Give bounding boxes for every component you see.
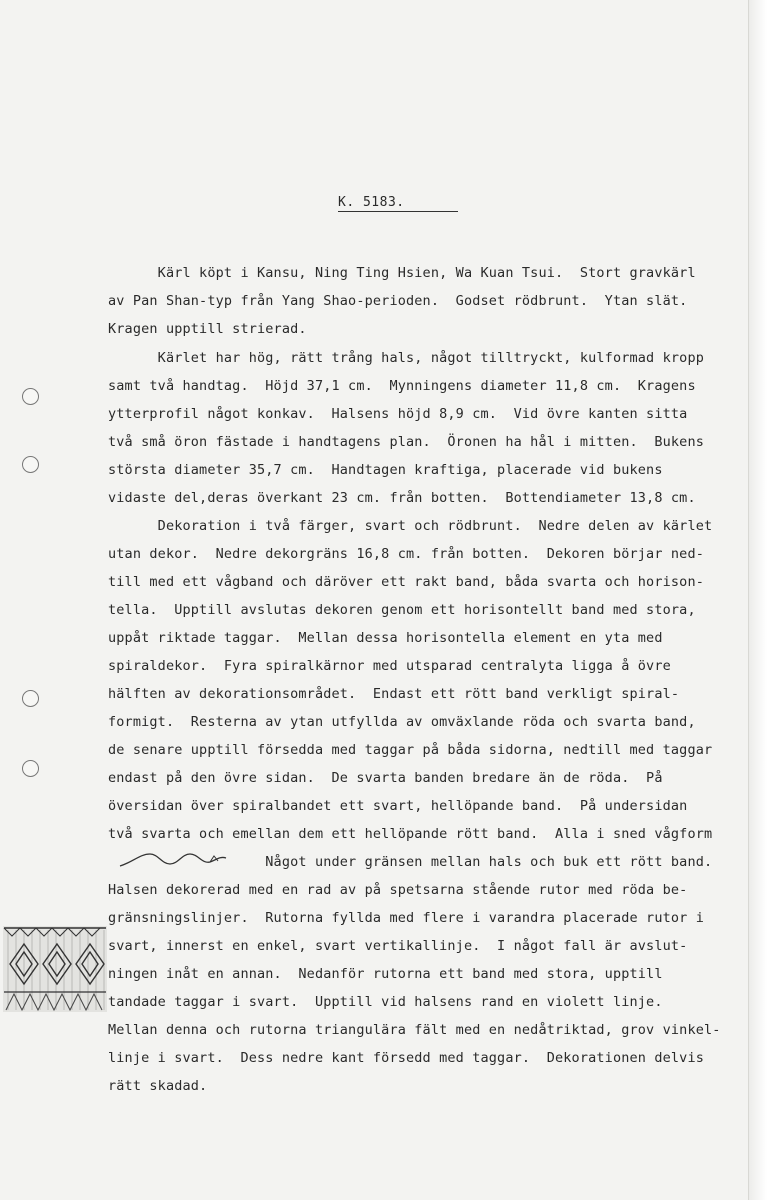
text-line: Mellan denna och rutorna triangulära fält med en nedåtriktad, grov vinkel- [108, 1022, 721, 1038]
text-line: de senare upptill försedda med taggar på båda sidorna, nedtill med taggar [108, 742, 713, 758]
text-line: samt två handtag. Höjd 37,1 cm. Mynningens diameter 11,8 cm. Kragens [108, 378, 696, 394]
text-line: Något under gränsen mellan hals och buk ett rött band. [108, 854, 713, 870]
text-line: formigt. Resterna av ytan utfyllda av omväxlande röda och svarta band, [108, 714, 696, 730]
text-line: två svarta och emellan dem ett hellöpande rött band. Alla i sned vågform [108, 826, 713, 842]
punch-hole [22, 388, 39, 405]
punch-hole [22, 456, 39, 473]
text-line: svart, innerst en enkel, svart vertikallinje. I något fall är avslut- [108, 938, 688, 954]
text-line: tandade taggar i svart. Upptill vid halsens rand en violett linje. [108, 994, 663, 1010]
text-line: Kärlet har hög, rätt trång hals, något tilltryckt, kulformad kropp [108, 350, 704, 366]
catalog-number-title: K. 5183. [338, 195, 458, 212]
text-line: två små öron fästade i handtagens plan. Öronen ha hål i mitten. Bukens [108, 434, 704, 450]
text-line: linje i svart. Dess nedre kant försedd med taggar. Dekorationen delvis [108, 1050, 704, 1066]
wave-pattern-sketch [118, 848, 233, 870]
punch-hole [22, 760, 39, 777]
text-line: endast på den övre sidan. De svarta banden bredare än de röda. På [108, 770, 663, 786]
text-line: tella. Upptill avslutas dekoren genom ett horisontellt band med stora, [108, 602, 696, 618]
text-line: hälften av dekorationsområdet. Endast ett rött band verkligt spiral- [108, 686, 680, 702]
text-line: översidan över spiralbandet ett svart, hellöpande band. På undersidan [108, 798, 688, 814]
punch-hole [22, 690, 39, 707]
text-line: största diameter 35,7 cm. Handtagen kraftiga, placerade vid bukens [108, 462, 663, 478]
page-edge [748, 0, 767, 1200]
text-line: Kärl köpt i Kansu, Ning Ting Hsien, Wa Kuan Tsui. Stort gravkärl [108, 265, 696, 281]
text-line: spiraldekor. Fyra spiralkärnor med utsparad centralyta ligga å övre [108, 658, 671, 674]
neck-decoration-sketch [2, 922, 110, 1014]
text-line: ytterprofil något konkav. Halsens höjd 8,9 cm. Vid övre kanten sitta [108, 406, 688, 422]
text-line: Dekoration i två färger, svart och rödbrunt. Nedre delen av kärlet [108, 518, 713, 534]
text-line: Kragen upptill strierad. [108, 321, 307, 337]
text-line: ningen inåt en annan. Nedanför rutorna ett band med stora, upptill [108, 966, 663, 982]
text-line: rätt skadad. [108, 1078, 208, 1094]
text-line: av Pan Shan-typ från Yang Shao-perioden. Godset rödbrunt. Ytan slät. [108, 293, 688, 309]
text-line: till med ett vågband och däröver ett rakt band, båda svarta och horison- [108, 574, 704, 590]
text-line: uppåt riktade taggar. Mellan dessa horisontella element en yta med [108, 630, 663, 646]
text-line: utan dekor. Nedre dekorgräns 16,8 cm. från botten. Dekoren börjar ned- [108, 546, 704, 562]
text-line: vidaste del,deras överkant 23 cm. från botten. Bottendiameter 13,8 cm. [108, 490, 696, 506]
text-line: Halsen dekorerad med en rad av på spetsarna stående rutor med röda be- [108, 882, 688, 898]
text-line: gränsningslinjer. Rutorna fyllda med flere i varandra placerade rutor i [108, 910, 704, 926]
